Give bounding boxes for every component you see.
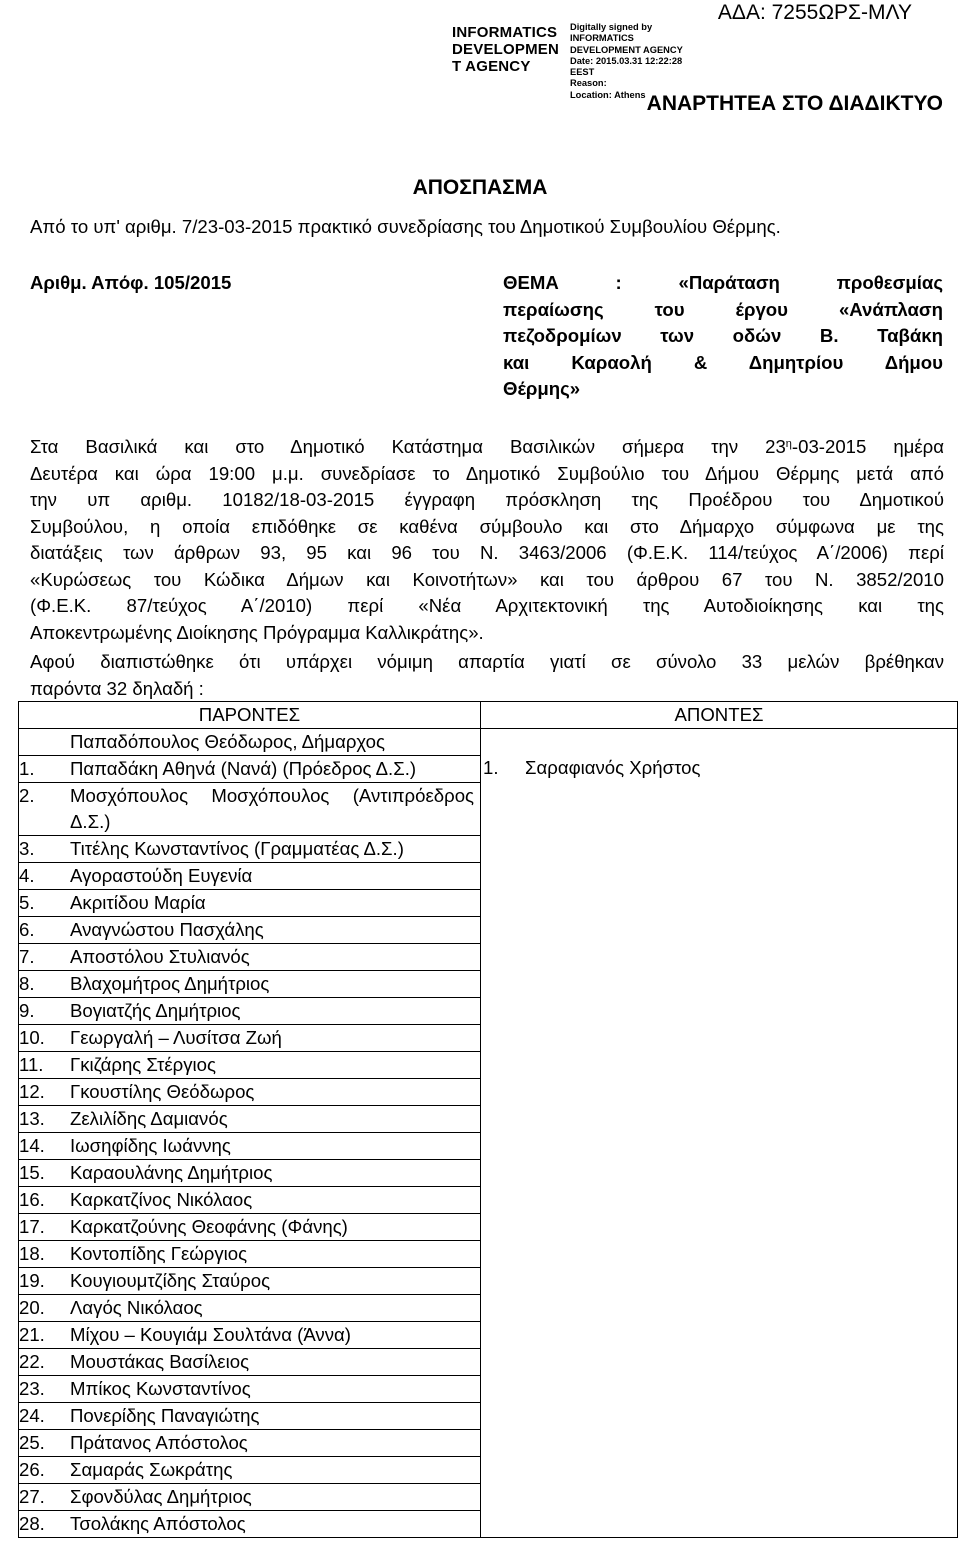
member-number: 16. (19, 1189, 45, 1210)
present-entry (19, 729, 480, 755)
member-name: Καρκατζίνος Νικόλαος (70, 1189, 253, 1210)
present-cell (19, 729, 481, 756)
present-entry (19, 1187, 480, 1213)
attendance-header-row (19, 702, 958, 729)
member-number: 3. (19, 838, 35, 859)
present-cell (19, 1376, 481, 1403)
present-cell (19, 944, 481, 971)
signature-line: INFORMATICS (570, 33, 634, 44)
present-entry (19, 971, 480, 997)
signer-line: T AGENCY (452, 58, 531, 75)
present-cell (19, 756, 481, 783)
signer-line: INFORMATICS (452, 24, 558, 41)
present-entry (19, 1214, 480, 1240)
signature-line: EEST (570, 67, 595, 78)
present-entry (19, 944, 480, 970)
member-number: 18. (19, 1243, 45, 1264)
present-entry (19, 1241, 480, 1267)
present-entry (19, 1268, 480, 1294)
ordinal-superscript: η (785, 438, 792, 450)
member-number: 4. (19, 865, 35, 886)
absent-entry (481, 755, 957, 781)
present-entry (19, 1160, 480, 1186)
present-cell (19, 836, 481, 863)
present-cell (19, 1025, 481, 1052)
member-number: 19. (19, 1270, 45, 1291)
member-name: Αγοραστούδη Ευγενία (70, 865, 253, 886)
member-name: Τσολάκης Απόστολος (70, 1513, 246, 1534)
member-number: 15. (19, 1162, 45, 1183)
quorum-line: Αφού διαπιστώθηκε ότι υπάρχει νόμιμη απαρτία γιατί σε σύνολο 33 μελών βρέθηκαν (30, 651, 944, 672)
present-cell (19, 998, 481, 1025)
member-number: 2. (19, 785, 35, 806)
absent-number: 1. (483, 757, 499, 778)
member-name: Γεωργαλή – Λυσίτσα Ζωή (70, 1027, 282, 1048)
present-entry (19, 917, 480, 943)
present-entry (19, 1376, 480, 1402)
signature-line: Reason: (570, 78, 607, 89)
present-cell (19, 1160, 481, 1187)
present-cell (19, 1349, 481, 1376)
member-number: 23. (19, 1378, 45, 1399)
member-name: Κοντοπίδης Γεώργιος (70, 1243, 248, 1264)
member-number: 9. (19, 1000, 35, 1021)
decision-subject (503, 270, 943, 403)
member-name: Βογιατζής Δημήτριος (70, 1000, 241, 1021)
present-cell (19, 863, 481, 890)
member-name: Γκουστίλης Θεόδωρος (70, 1081, 255, 1102)
present-entry (19, 1133, 480, 1159)
absent-cell (481, 729, 958, 1538)
signer-line: DEVELOPMEN (452, 41, 560, 58)
signature-line: Date: 2015.03.31 12:22:28 (570, 55, 683, 66)
present-cell (19, 1430, 481, 1457)
present-cell (19, 1241, 481, 1268)
present-cell (19, 1052, 481, 1079)
present-entry (19, 890, 480, 916)
present-cell (19, 1214, 481, 1241)
member-number: 21. (19, 1324, 45, 1345)
present-cell (19, 917, 481, 944)
present-cell (19, 1295, 481, 1322)
absent-header: ΑΠΟΝΤΕΣ (481, 702, 958, 729)
subject-line: και Καραολή & Δημητρίου Δήμου (503, 351, 943, 373)
present-cell (19, 971, 481, 998)
subject-line: πεζοδρομίων των οδών Β. Ταβάκη (503, 325, 943, 346)
signature-line: Location: Athens (570, 89, 646, 100)
member-name: Μοσχόπουλος Μοσχόπουλος (Αντιπρόεδρος Δ.Σ.) (70, 785, 474, 832)
member-name: Αναγνώστου Πασχάλης (70, 919, 264, 940)
document-title: ΑΠΟΣΠΑΣΜΑ (412, 176, 548, 199)
signer-name (452, 24, 570, 75)
present-entry (19, 863, 480, 889)
signature-line: DEVELOPMENT AGENCY (570, 44, 683, 55)
intro-line: «Κυρώσεως του Κώδικα Δήμων και Κοινοτήτων» και του άρθρου 67 του Ν. 3852/2010 (30, 568, 944, 590)
subject-line: ΘΕΜΑ : «Παράταση προθεσμίας (503, 272, 943, 293)
intro-line: (Φ.Ε.Κ. 87/τεύχος Α΄/2010) περί «Νέα Αρχιτεκτονική της Αυτοδιοίκησης και της (30, 595, 944, 616)
member-name: Καρκατζούνης Θεοφάνης (Φάνης) (70, 1216, 348, 1237)
minutes-reference: Από το υπ' αριθμ. 7/23-03-2015 πρακτικό συνεδρίασης του Δημοτικού Συμβουλίου Θέρμης. (30, 216, 781, 237)
member-number: 26. (19, 1459, 45, 1480)
subject-line: περαίωσης του έργου «Ανάπλαση (503, 298, 943, 320)
member-name: Μουστάκας Βασίλειος (70, 1351, 250, 1372)
present-entry (19, 1052, 480, 1078)
member-name: Ακριτίδου Μαρία (70, 892, 206, 913)
member-name: Καραουλάνης Δημήτριος (70, 1162, 273, 1183)
member-name: Σφονδύλας Δημήτριος (70, 1486, 252, 1507)
present-cell (19, 1322, 481, 1349)
member-number: 22. (19, 1351, 45, 1372)
member-name: Πράτανος Απόστολος (70, 1432, 248, 1453)
member-name: Βλαχομήτρος Δημήτριος (70, 973, 270, 994)
present-entry (19, 1484, 480, 1510)
intro-text: Στα Βασιλικά και στο Δημοτικό Κατάστημα Βασιλικών σήμερα την 23 (30, 436, 786, 457)
quorum-paragraph (30, 649, 944, 702)
present-cell (19, 890, 481, 917)
member-number: 6. (19, 919, 35, 940)
member-number: 28. (19, 1513, 45, 1534)
member-number: 14. (19, 1135, 45, 1156)
intro-line (30, 434, 944, 461)
member-name: Ζελιλίδης Δαμιανός (70, 1108, 228, 1129)
decision-number: Αριθμ. Απόφ. 105/2015 (30, 272, 232, 293)
member-name: Παπαδόπουλος Θεόδωρος, Δήμαρχος (70, 731, 385, 752)
intro-line: την υπ αριθμ. 10182/18-03-2015 έγγραφη πρόσκληση της Προέδρου του Δημοτικού (30, 489, 944, 510)
digital-signature-details (570, 22, 683, 101)
member-number: 12. (19, 1081, 45, 1102)
member-number: 5. (19, 892, 35, 913)
present-entry (19, 1457, 480, 1483)
present-entry (19, 1403, 480, 1429)
member-number: 13. (19, 1108, 45, 1129)
present-entry (19, 1079, 480, 1105)
present-entry (19, 1511, 480, 1537)
meeting-intro-paragraph (30, 434, 944, 646)
present-cell (19, 1187, 481, 1214)
present-cell (19, 1268, 481, 1295)
member-name: Αποστόλου Στυλιανός (70, 946, 250, 967)
present-entry (19, 1322, 480, 1348)
member-number: 11. (19, 1054, 44, 1075)
present-cell (19, 1403, 481, 1430)
subject-line: Θέρμης» (503, 378, 581, 399)
member-name: Ιωσηφίδης Ιωάννης (70, 1135, 231, 1156)
member-number: 10. (19, 1027, 45, 1048)
member-number: 8. (19, 973, 35, 994)
member-number: 1. (19, 758, 35, 779)
present-entry (19, 836, 480, 862)
member-number: 24. (19, 1405, 45, 1426)
member-number: 25. (19, 1432, 45, 1453)
present-entry (19, 1025, 480, 1051)
present-header: ΠΑΡΟΝΤΕΣ (19, 702, 481, 729)
present-entry (19, 1295, 480, 1321)
present-cell (19, 1457, 481, 1484)
present-entry (19, 1106, 480, 1132)
present-entry (19, 756, 480, 782)
member-name: Πονερίδης Παναγιώτης (70, 1405, 260, 1426)
intro-line: διατάξεις των άρθρων 93, 95 και 96 του Ν. 3463/2006 (Φ.Ε.Κ. 114/τεύχος Α΄/2006) περί (30, 542, 944, 563)
intro-line: Αποκεντρωμένης Διοίκησης Πρόγραμμα Καλλικράτης». (30, 621, 484, 643)
present-cell (19, 1079, 481, 1106)
table-row (19, 729, 958, 756)
member-name: Μίχου – Κουγιάμ Σουλτάνα (Άννα) (70, 1324, 351, 1345)
internet-posting-note: ΑΝΑΡΤΗΤΕΑ ΣΤΟ ΔΙΑΔΙΚΤΥΟ (646, 92, 943, 115)
member-number: 7. (19, 946, 35, 967)
signature-line: Digitally signed by (570, 22, 653, 32)
member-name: Μπίκος Κωνσταντίνος (70, 1378, 251, 1399)
member-name: Τιτέλης Κωνσταντίνος (Γραμματέας Δ.Σ.) (70, 838, 404, 859)
member-number: 17. (19, 1216, 45, 1237)
member-number (19, 729, 70, 755)
member-number: 27. (19, 1486, 45, 1507)
member-name: Σαμαράς Σωκράτης (70, 1459, 233, 1480)
intro-text: -03-2015 ημέρα (791, 436, 944, 457)
present-cell (19, 1511, 481, 1538)
present-entry (19, 1430, 480, 1456)
member-number: 20. (19, 1297, 45, 1318)
present-cell (19, 1106, 481, 1133)
attendance-table (18, 701, 958, 1538)
member-name: Γκιζάρης Στέργιος (70, 1054, 216, 1075)
member-name: Παπαδάκη Αθηνά (Νανά) (Πρόεδρος Δ.Σ.) (70, 758, 417, 779)
member-name: Κουγιουμτζίδης Σταύρος (70, 1270, 271, 1291)
present-cell (19, 1484, 481, 1511)
present-cell (19, 1133, 481, 1160)
present-entry (19, 1349, 480, 1375)
ada-code: ΑΔΑ: 7255ΩΡΣ-ΜΛΥ (717, 1, 912, 24)
member-name: Λαγός Νικόλαος (70, 1297, 203, 1318)
present-entry (19, 783, 480, 835)
present-entry (19, 998, 480, 1024)
absent-name: Σαραφιανός Χρήστος (525, 757, 701, 778)
present-cell (19, 783, 481, 836)
intro-line: Συμβούλου, η οποία επιδόθηκε σε καθένα σύμβουλο και στο Δήμαρχο σύμφωνα με της (30, 515, 944, 537)
quorum-line: παρόντα 32 δηλαδή : (30, 677, 204, 699)
intro-line: Δευτέρα και ώρα 19:00 μ.μ. συνεδρίασε το Δημοτικό Συμβούλιο του Δήμου Θέρμης μετά από (30, 462, 944, 484)
